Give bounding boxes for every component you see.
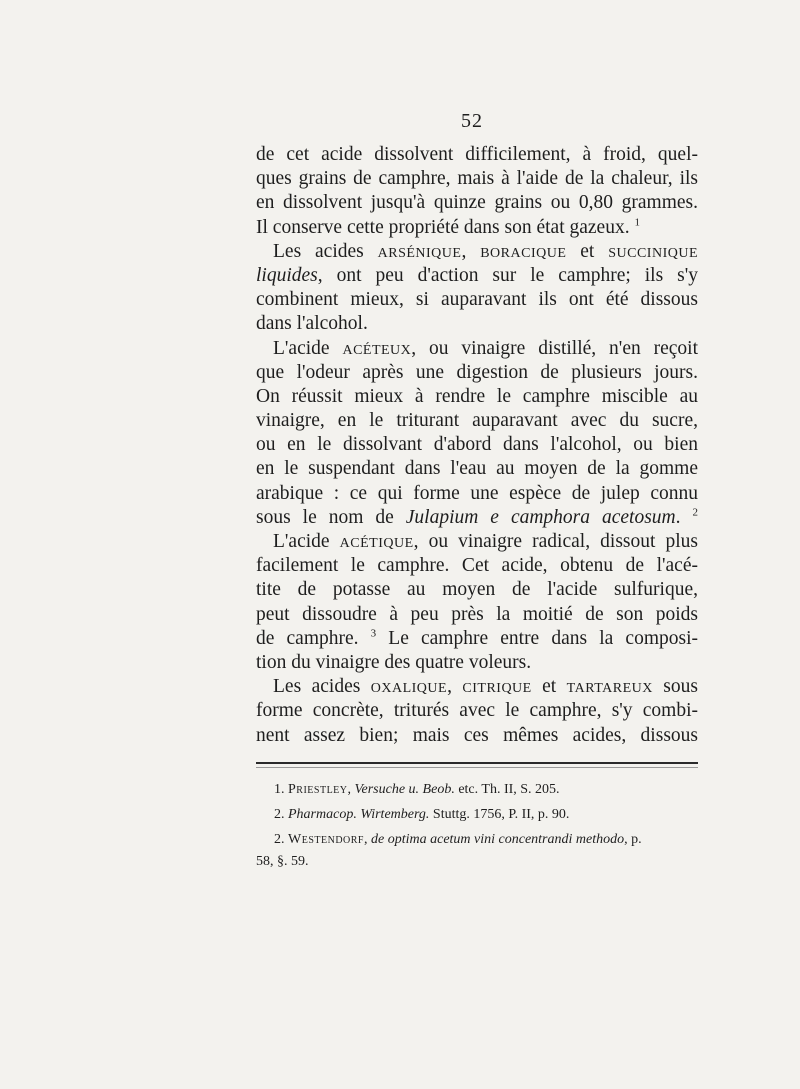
text-run: L'acide bbox=[273, 337, 343, 359]
small-caps-text: boracique bbox=[480, 240, 567, 262]
text-run: , bbox=[461, 240, 481, 262]
italic-text: liquides bbox=[256, 264, 318, 286]
text-line bbox=[256, 578, 698, 602]
footnote-reference: 3 bbox=[370, 627, 377, 640]
italic-text: Pharmacop. Wirtemberg. bbox=[288, 807, 430, 822]
small-caps-text: succinique bbox=[608, 240, 698, 262]
paragraph-start-line bbox=[256, 530, 698, 554]
text-run: , bbox=[364, 832, 371, 847]
paragraph-start-line bbox=[256, 675, 698, 699]
text-run: en le suspendant dans l'eau au moyen de la gomme bbox=[256, 458, 698, 480]
small-caps-text: acéteux bbox=[342, 337, 412, 359]
text-run: peut dissoudre à peu près la moitié de son poids bbox=[256, 603, 698, 625]
text-line bbox=[256, 457, 698, 481]
footnote bbox=[256, 779, 698, 801]
text-run: Le camphre entre dans la composi- bbox=[376, 627, 698, 649]
text-run: dans l'alcohol. bbox=[256, 313, 368, 335]
text-run: que l'odeur après une digestion de plusieurs jours. bbox=[256, 361, 698, 383]
footnotes bbox=[256, 779, 698, 873]
text-line bbox=[256, 554, 698, 578]
text-run: et bbox=[531, 676, 567, 698]
text-run: tite de potasse au moyen de l'acide sulfurique, bbox=[256, 579, 698, 601]
small-caps-text: tartareux bbox=[566, 676, 653, 698]
text-run: 58, §. 59. bbox=[256, 854, 309, 869]
footnote bbox=[256, 829, 698, 851]
text-line bbox=[256, 627, 698, 651]
text-run: combinent mieux, si auparavant ils ont été dissous bbox=[256, 289, 698, 311]
text-run: 2. bbox=[274, 832, 288, 847]
text-line bbox=[256, 143, 698, 167]
text-run: ou en le dissolvant d'abord dans l'alcohol, ou bien bbox=[256, 434, 698, 456]
text-line bbox=[256, 506, 698, 530]
small-caps-text: Priestley bbox=[288, 782, 348, 797]
text-run: . bbox=[675, 506, 693, 528]
text-line bbox=[256, 699, 698, 723]
text-run: en dissolvent jusqu'à quinze grains ou 0,80 grammes. bbox=[256, 192, 698, 214]
text-line bbox=[256, 724, 698, 748]
text-line bbox=[256, 651, 698, 675]
paragraph-start-line bbox=[256, 240, 698, 264]
small-caps-text: Westendorf bbox=[288, 832, 364, 847]
small-caps-text: citrique bbox=[462, 676, 532, 698]
small-caps-text: acétique bbox=[339, 531, 414, 552]
text-run: nent assez bien; mais ces mêmes acides, dissous bbox=[256, 724, 698, 746]
footnote bbox=[256, 804, 698, 826]
text-run: facilement le camphre. Cet acide, obtenu de l'acé- bbox=[256, 555, 698, 577]
body-text bbox=[256, 143, 698, 748]
text-run: Les acides bbox=[273, 240, 378, 262]
text-run: , ou vinaigre distillé, n'en reçoit bbox=[411, 337, 699, 359]
text-run: Il conserve cette propriété dans son état gazeux. bbox=[256, 216, 635, 238]
text-line bbox=[256, 312, 698, 336]
text-run: ques grains de camphre, mais à l'aide de la chaleur, ils bbox=[256, 168, 698, 190]
text-line bbox=[256, 167, 698, 191]
text-run: sous le nom de bbox=[256, 506, 406, 528]
footnote-continuation bbox=[256, 851, 698, 873]
text-run: vinaigre, en le triturant auparavant avec du sucre, bbox=[256, 410, 698, 432]
text-run: 2. bbox=[274, 807, 288, 822]
text-run: Les acides bbox=[273, 676, 371, 698]
footnote-reference: 1 bbox=[634, 216, 640, 229]
small-caps-text: arsénique bbox=[377, 240, 462, 262]
text-run: , bbox=[347, 782, 355, 797]
text-line bbox=[256, 264, 698, 288]
text-line bbox=[256, 385, 698, 409]
text-run: arabique : ce qui forme une espèce de julep connu bbox=[256, 482, 698, 504]
text-run: Stuttg. 1756, P. II, p. 90. bbox=[429, 807, 570, 822]
text-run: , bbox=[447, 676, 463, 698]
text-run: , ont peu d'action sur le camphre; ils s'y bbox=[317, 264, 698, 286]
text-run: 1. bbox=[274, 782, 288, 797]
text-line bbox=[256, 288, 698, 312]
text-run: forme concrète, triturés avec le camphre, s'y combi- bbox=[256, 700, 698, 722]
text-run: L'acide bbox=[273, 531, 340, 552]
text-line bbox=[256, 603, 698, 627]
italic-text: Versuche u. Beob. bbox=[354, 782, 455, 797]
text-run: de cet acide dissolvent difficilement, à froid, quel- bbox=[256, 144, 698, 165]
italic-text: Julapium e camphora acetosum bbox=[405, 506, 676, 528]
text-run: On réussit mieux à rendre le camphre miscible au bbox=[256, 385, 698, 407]
paragraph-start-line bbox=[256, 337, 698, 361]
footnote-divider-shadow bbox=[256, 767, 698, 768]
text-run: , ou vinaigre radical, dissout plus bbox=[413, 531, 698, 552]
text-run: , p. bbox=[624, 832, 642, 847]
text-run: etc. Th. II, S. 205. bbox=[454, 782, 560, 797]
text-run: de camphre. bbox=[256, 627, 371, 649]
page-number: 52 bbox=[461, 110, 483, 132]
text-run: et bbox=[566, 240, 609, 262]
text-run: tion du vinaigre des quatre voleurs. bbox=[256, 651, 532, 673]
text-line bbox=[256, 482, 698, 506]
text-line bbox=[256, 409, 698, 433]
footnote-reference: 2 bbox=[692, 506, 699, 519]
text-line bbox=[256, 216, 698, 240]
text-run: sous bbox=[652, 676, 698, 698]
italic-text: de optima acetum vini concentrandi methodo bbox=[371, 832, 625, 847]
text-line bbox=[256, 433, 698, 457]
small-caps-text: oxalique bbox=[370, 676, 448, 698]
footnote-divider bbox=[256, 762, 698, 764]
text-line bbox=[256, 191, 698, 215]
text-line bbox=[256, 361, 698, 385]
